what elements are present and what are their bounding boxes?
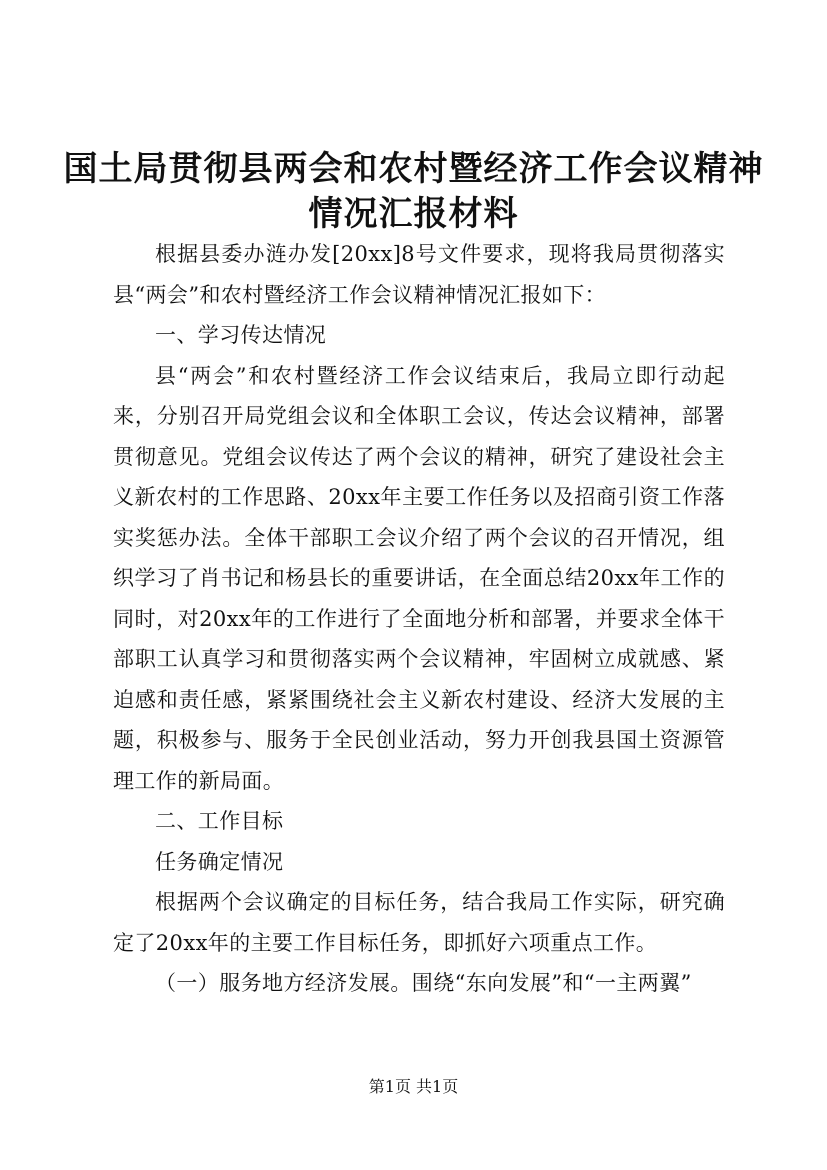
section-heading-2: 二、工作目标: [155, 809, 284, 833]
document-title-line-2: 情况汇报材料: [308, 194, 519, 234]
paragraph-intro: 根据县委办涟办发[20xx]8号文件要求，现将我局贯彻落实县“两会”和农村暨经济工作会议精神情况汇报如下：: [113, 242, 725, 307]
paragraph-item-1: （一）服务地方经济发展。围绕“东向发展”和“一主两翼”: [155, 971, 692, 995]
section-heading-1: 一、学习传达情况: [155, 323, 327, 347]
page-footer: 第1页 共1页: [368, 1077, 459, 1096]
document-title-line-1: 国土局贯彻县两会和农村暨经济工作会议精神: [63, 149, 764, 189]
paragraph-study: 县“两会”和农村暨经济工作会议结束后，我局立即行动起来，分别召开局党组会议和全体职工会议，传达会议精神，部署贯彻意见。党组会议传达了两个会议的精神，研究了建设社会主义新农村的工作思路、20xx年主要工作任务以及招商引资工作落实奖惩办法。全体干部职工会议介绍了两个会议的召开情况，组织学习了肖书记和杨县长的重要讲话，在全面总结20xx年工作的同时，对20xx年的工作进行了全面地分析和部署，并要求全体干部职工认真学习和贯彻落实两个会议精神，牢固树立成就感、紧迫感和责任感，紧紧围绕社会主义新农村建设、经济大发展的主题，积极参与、服务于全民创业活动，努力开创我县国土资源管理工作的新局面。: [113, 363, 725, 793]
document-body: [113, 234, 725, 1004]
paragraph-goals: 根据两个会议确定的目标任务，结合我局工作实际，研究确定了20xx年的主要工作目标任务，即抓好六项重点工作。: [113, 890, 725, 955]
subheading-tasks: 任务确定情况: [155, 849, 284, 874]
